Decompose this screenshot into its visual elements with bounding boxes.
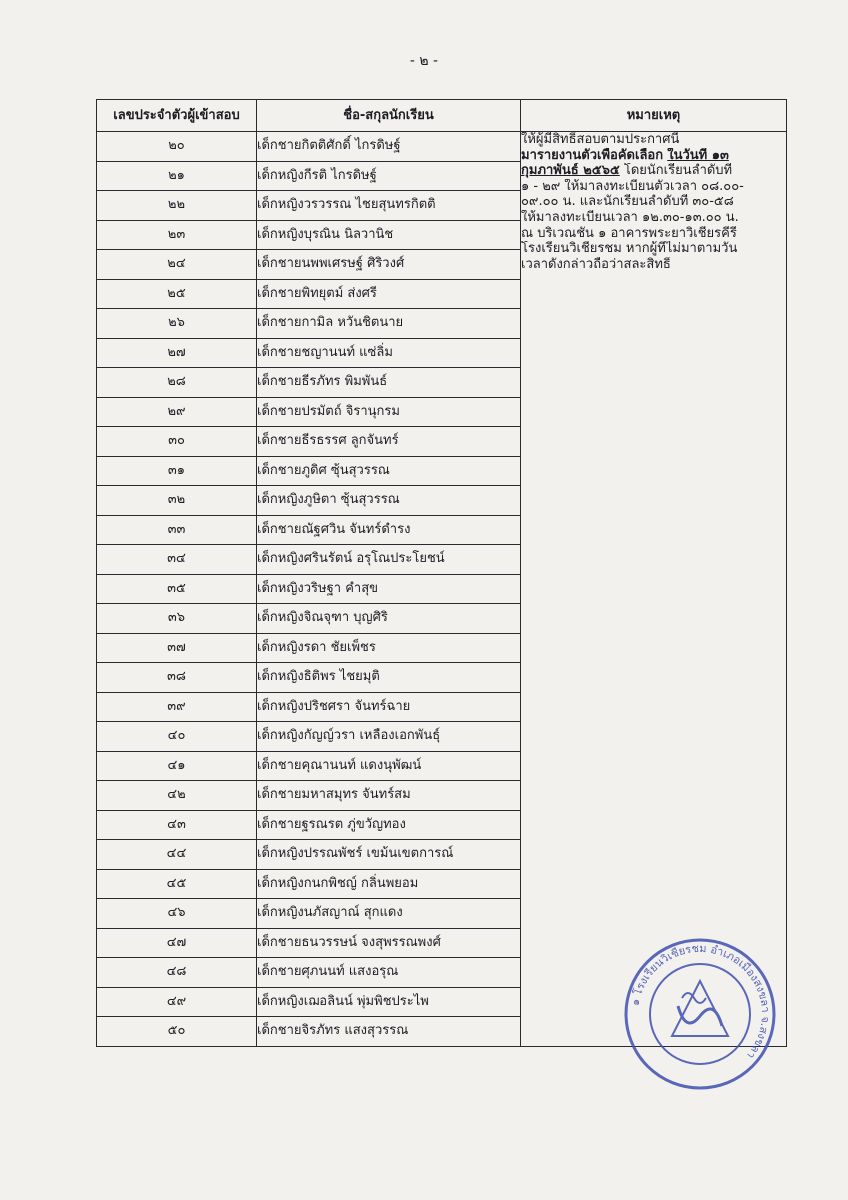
remark-line: ณ บริเวณชั้น ๑ อาคารพระยาวิเชียรคีรี — [521, 225, 737, 241]
exam-id-cell: ๓๒ — [97, 486, 257, 516]
student-name-cell: เด็กชายพิทยุตม์ ส่งศรี — [257, 279, 521, 309]
student-name-cell: เด็กชายธนวรรษน์ จงสุพรรณพงศ์ — [257, 928, 521, 958]
exam-id-cell: ๔๓ — [97, 810, 257, 840]
student-name-cell: เด็กหญิงนภัสญาณ์ สุกแดง — [257, 899, 521, 929]
svg-text:๑ โรงเรียนวิเชียรชม อำเภอเมือง: ๑ โรงเรียนวิเชียรชม อำเภอเมืองสงขลา จ.สงขลา — [628, 941, 773, 1062]
student-name-cell: เด็กชายภูดิศ ซุ้นสุวรรณ — [257, 456, 521, 486]
student-name-cell: เด็กชายธีรธรรศ ลูกจันทร์ — [257, 427, 521, 457]
student-name-cell: เด็กหญิงศรินรัตน์ อรุโณประโยชน์ — [257, 545, 521, 575]
remark-date-month: กุมภาพันธ์ ๒๕๖๕ — [521, 163, 620, 179]
remark-line: ให้ผู้มีสิทธิ์สอบตามประกาศนี้ — [521, 132, 680, 147]
remark-line: ๑ - ๒๙ ให้มาลงทะเบียนตัวเวลา ๐๘.๐๐- — [521, 178, 744, 194]
student-name-cell: เด็กหญิงรดา ชัยเพ็ชร — [257, 633, 521, 663]
exam-id-cell: ๓๗ — [97, 633, 257, 663]
table-row — [97, 132, 787, 162]
exam-id-cell: ๒๓ — [97, 220, 257, 250]
exam-id-cell: ๒๗ — [97, 338, 257, 368]
exam-id-cell: ๒๖ — [97, 309, 257, 339]
remark-line: ๐๙.๐๐ น. และนักเรียนลำดับที่ ๓๐-๕๘ — [521, 194, 734, 210]
remark-date-day: ในวันที่ ๑๓ — [667, 147, 729, 163]
remark-line: เวลาดังกล่าวถือว่าสละสิทธิ์ — [521, 256, 671, 272]
exam-id-cell: ๓๖ — [97, 604, 257, 634]
exam-id-cell: ๓๑ — [97, 456, 257, 486]
student-name-cell: เด็กชายชญานนท์ แซ่ลิ่ม — [257, 338, 521, 368]
exam-id-cell: ๔๕ — [97, 869, 257, 899]
student-name-cell: เด็กหญิงวรวรรณ ไชยสุนทรกิตติ — [257, 191, 521, 221]
exam-id-cell: ๓๘ — [97, 663, 257, 693]
remark-cell — [521, 132, 787, 1047]
remark-line — [521, 148, 786, 164]
exam-id-cell: ๔๗ — [97, 928, 257, 958]
exam-id-cell: ๒๔ — [97, 250, 257, 280]
exam-id-cell: ๔๘ — [97, 958, 257, 988]
student-name-cell: เด็กชายจิรภัทร แสงสุวรรณ — [257, 1017, 521, 1047]
exam-id-cell: ๓๕ — [97, 574, 257, 604]
student-name-cell: เด็กชายคุณานนท์ แดงนุพัฒน์ — [257, 751, 521, 781]
table-header-row — [97, 100, 787, 132]
student-name-cell: เด็กชายปรมัตถ์ จิรานุกรม — [257, 397, 521, 427]
exam-id-cell: ๒๙ — [97, 397, 257, 427]
student-name-cell: เด็กชายณัฐศวิน จันทร์ดำรง — [257, 515, 521, 545]
header-exam-id: เลขประจำตัวผู้เข้าสอบ — [97, 100, 257, 132]
exam-id-cell: ๓๔ — [97, 545, 257, 575]
school-seal-stamp — [622, 936, 778, 1092]
student-name-cell: เด็กชายฐรณรต ภู่ขวัญทอง — [257, 810, 521, 840]
remark-line — [521, 163, 786, 179]
exam-id-cell: ๒๐ — [97, 132, 257, 162]
exam-id-cell: ๔๐ — [97, 722, 257, 752]
exam-id-cell: ๒๒ — [97, 191, 257, 221]
exam-id-cell: ๒๕ — [97, 279, 257, 309]
exam-id-cell: ๓๙ — [97, 692, 257, 722]
exam-id-cell: ๒๘ — [97, 368, 257, 398]
page-number: - ๒ - — [409, 53, 439, 69]
exam-id-cell: ๔๖ — [97, 899, 257, 929]
remark-report-text: มารายงานตัวเพื่อคัดเลือก — [521, 147, 664, 163]
exam-id-cell: ๔๒ — [97, 781, 257, 811]
student-name-cell: เด็กหญิงธิติพร ไชยมุติ — [257, 663, 521, 693]
student-name-cell: เด็กหญิงจิณจุฑา บุญศิริ — [257, 604, 521, 634]
student-name-cell: เด็กชายนพพเศรษฐ์ ศิริวงศ์ — [257, 250, 521, 280]
student-name-cell: เด็กหญิงบุรณิน นิลวานิช — [257, 220, 521, 250]
student-name-cell: เด็กชายมหาสมุทร จันทร์สม — [257, 781, 521, 811]
student-name-cell: เด็กหญิงปริชศรา จันทร์ฉาย — [257, 692, 521, 722]
student-name-cell: เด็กหญิงเฌอลินน์ พุ่มพิชประไพ — [257, 987, 521, 1017]
student-name-cell: เด็กชายกิตติศักดิ์ ไกรดิษฐ์ — [257, 132, 521, 162]
student-name-cell: เด็กชายศุภนนท์ แสงอรุณ — [257, 958, 521, 988]
exam-id-cell: ๕๐ — [97, 1017, 257, 1047]
exam-id-cell: ๔๔ — [97, 840, 257, 870]
student-name-cell: เด็กหญิงวริษฐา คำสุข — [257, 574, 521, 604]
student-name-cell: เด็กหญิงกีรติ ไกรดิษฐ์ — [257, 161, 521, 191]
student-name-cell: เด็กหญิงกัญญ์วรา เหลืองเอกพันธุ์ — [257, 722, 521, 752]
remark-line: โรงเรียนวิเชียรชม หากผู้ที่ไม่มาตามวัน — [521, 241, 738, 257]
exam-id-cell: ๒๑ — [97, 161, 257, 191]
student-name-cell: เด็กหญิงปรรณพัชร์ เขม้นเขตการณ์ — [257, 840, 521, 870]
student-name-cell: เด็กหญิงภูษิตา ซุ้นสุวรรณ — [257, 486, 521, 516]
student-name-cell: เด็กชายกามิล หวันชิตนาย — [257, 309, 521, 339]
remark-line: ให้มาลงทะเบียนเวลา ๑๒.๓๐-๑๓.๐๐ น. — [521, 209, 739, 225]
student-name-cell: เด็กชายธีรภัทร พิมพันธ์ — [257, 368, 521, 398]
exam-id-cell: ๔๙ — [97, 987, 257, 1017]
header-remark: หมายเหตุ — [521, 100, 787, 132]
exam-id-cell: ๓๓ — [97, 515, 257, 545]
student-name-cell: เด็กหญิงกนกพิชญ์ กลิ่นพยอม — [257, 869, 521, 899]
exam-id-cell: ๔๑ — [97, 751, 257, 781]
candidate-table — [96, 99, 787, 1047]
exam-id-cell: ๓๐ — [97, 427, 257, 457]
remark-order-text: โดยนักเรียนลำดับที่ — [619, 163, 733, 179]
header-student-name: ชื่อ-สกุลนักเรียน — [257, 100, 521, 132]
